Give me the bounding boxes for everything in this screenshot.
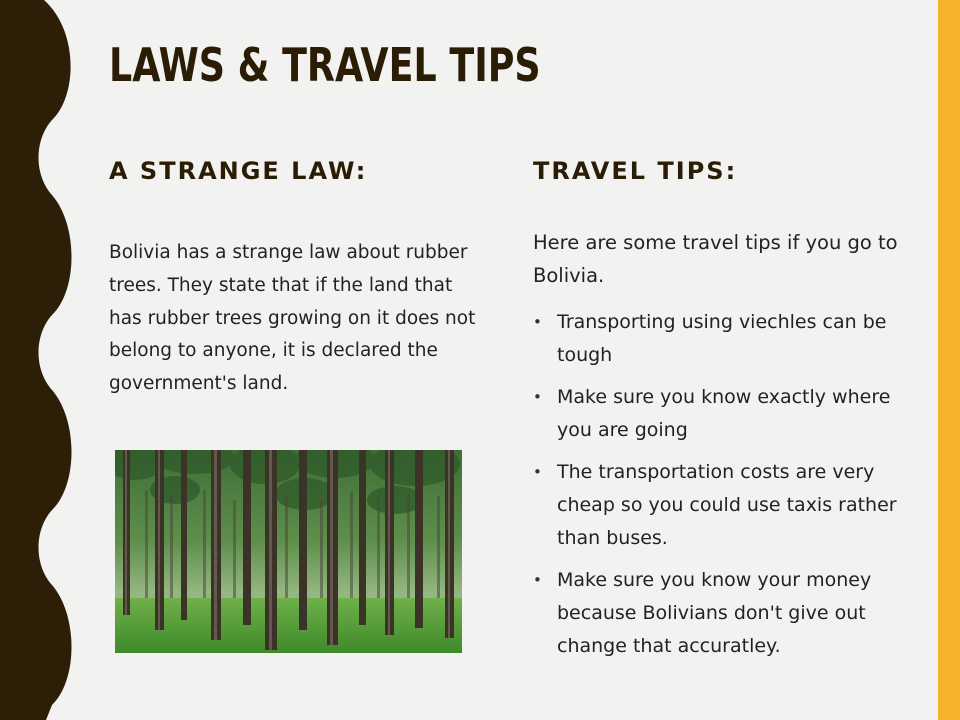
right-accent-bar: [938, 0, 960, 720]
right-accent-bar-fill: [938, 0, 960, 720]
strange-law-heading: A STRANGE LAW:: [109, 157, 368, 185]
travel-tip-text: Make sure you know exactly where you are going: [557, 386, 891, 441]
travel-tips-intro: Here are some travel tips if you go to Bolivia.: [533, 231, 898, 287]
travel-tip-item: [533, 456, 908, 555]
travel-tip-item: [533, 564, 908, 663]
strange-law-paragraph: Bolivia has a strange law about rubber trees. They state that if the land that has rubber trees growing on it does not belong to anyone, it is declared the government's land.: [109, 242, 476, 395]
travel-tips-list: [533, 306, 908, 672]
rubber-tree-plantation-image: [115, 450, 462, 653]
travel-tip-text: Make sure you know your money because Bolivians don't give out change that accuratley.: [557, 569, 872, 657]
travel-tip-text: The transportation costs are very cheap so you could use taxis rather than buses.: [557, 461, 897, 549]
bullet-icon: •: [533, 571, 542, 589]
grass-ground: [115, 598, 462, 653]
travel-tips-heading: TRAVEL TIPS:: [533, 157, 738, 185]
travel-tip-item: [533, 306, 908, 372]
bullet-icon: •: [533, 463, 542, 481]
travel-tip-text: Transporting using viechles can be tough: [557, 311, 887, 366]
left-wave-shape: [0, 0, 72, 720]
bullet-icon: •: [533, 388, 542, 406]
travel-tip-item: [533, 381, 908, 447]
left-wave-decoration: [0, 0, 90, 720]
slide-title: LAWS & TRAVEL TIPS: [109, 38, 541, 92]
bullet-icon: •: [533, 313, 542, 331]
